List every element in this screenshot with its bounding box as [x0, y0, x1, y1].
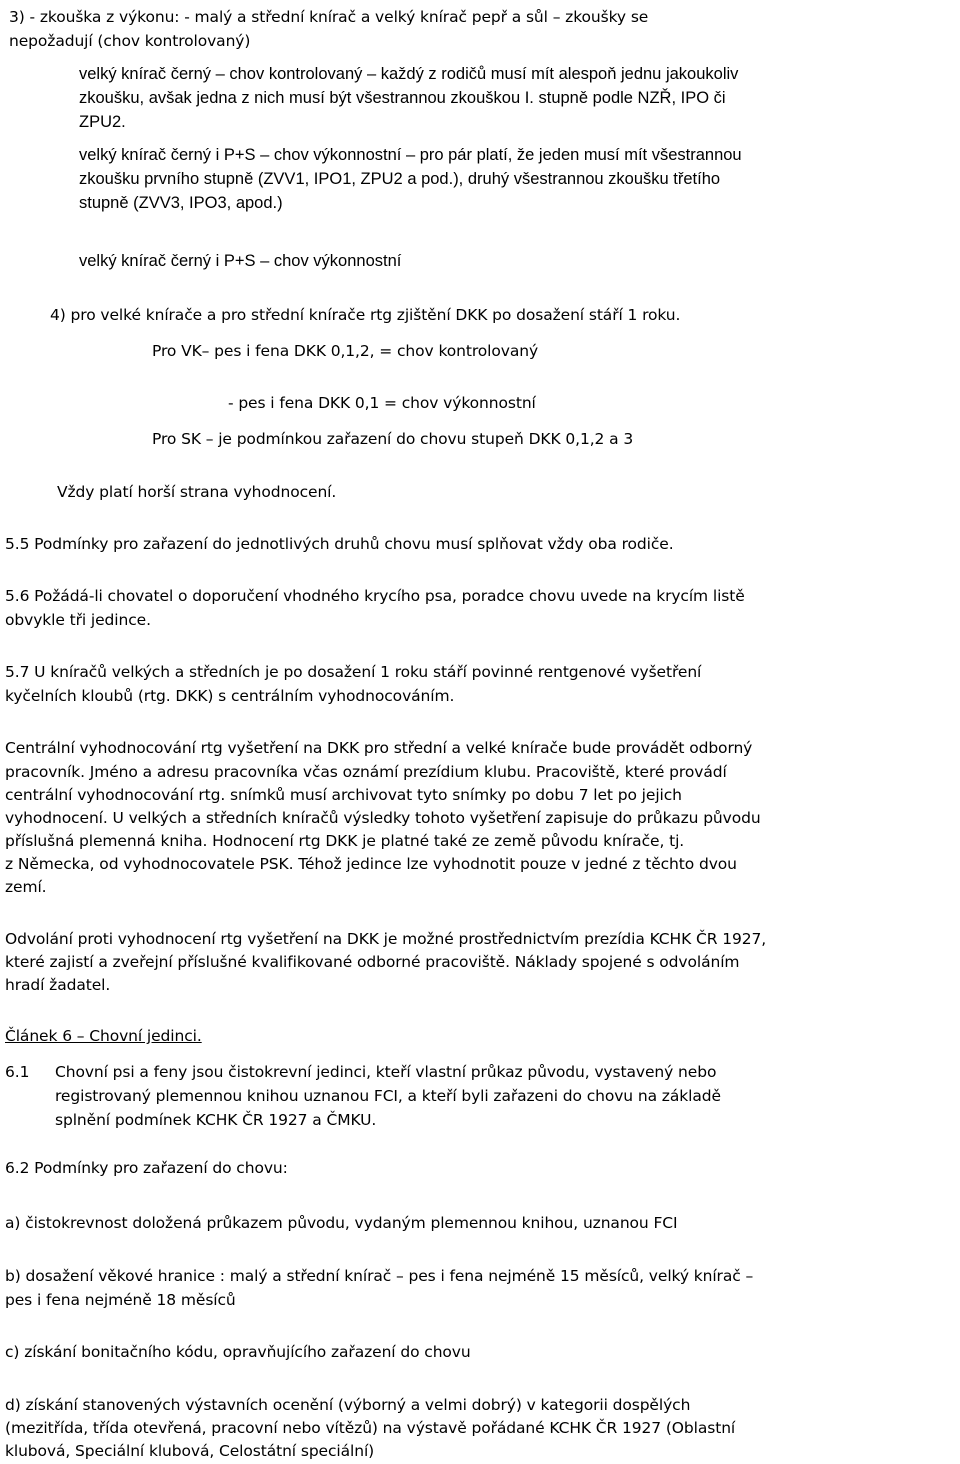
central-line4: vyhodnocení. U velkých a středních kníračů výsledky tohoto vyšetření zapisuje do průkazu původu: [5, 809, 761, 827]
section3-line1: 3) - zkouška z výkonu: - malý a střední knírač a velký knírač pepř a sůl – zkoušky se: [9, 8, 649, 26]
condition-a: a) čistokrevnost doložená průkazem původu, vydaným plemennou knihou, uznanou FCI: [5, 1214, 678, 1232]
black-performance-line2: zkoušku prvního stupně (ZVV1, IPO1, ZPU2 a pod.), druhý všestrannou zkoušku třetího: [79, 170, 721, 188]
black-performance-line3: stupně (ZVV3, IPO3, apod.): [79, 194, 283, 212]
central-line2: pracovník. Jméno a adresu pracovníka včas oznámí prezídium klubu. Pracoviště, které provádí: [5, 763, 727, 781]
paragraph-5-7-line1: 5.7 U kníračů velkých a středních je po dosažení 1 roku stáří povinné rentgenové vyšetření: [5, 663, 702, 681]
paragraph-6-2: 6.2 Podmínky pro zařazení do chovu:: [5, 1159, 288, 1177]
vk-performance: - pes i fena DKK 0,1 = chov výkonnostní: [228, 394, 536, 412]
central-line6: z Německa, od vyhodnocovatele PSK. Téhož jedince lze vyhodnotit pouze v jedné z těchto dvou: [5, 855, 737, 873]
appeal-line1: Odvolání proti vyhodnocení rtg vyšetření na DKK je možné prostřednictvím prezídia KCHK ČR 1927,: [5, 930, 767, 948]
appeal-line2: které zajistí a zveřejní příslušné kvalifikované odborné pracoviště. Náklady spojené s odvoláním: [5, 953, 740, 971]
sk-condition: Pro SK – je podmínkou zařazení do chovu stupeň DKK 0,1,2 a 3: [152, 430, 634, 448]
paragraph-6-1-number: 6.1: [5, 1063, 30, 1081]
paragraph-5-7-line2: kyčelních kloubů (rtg. DKK) s centrálním vyhodnocováním.: [5, 687, 455, 705]
condition-d-line1: d) získání stanovených výstavních ocenění (výborný a velmi dobrý) v kategorii dospělých: [5, 1396, 691, 1414]
condition-d-line3: klubová, Speciální klubová, Celostátní speciální): [5, 1442, 375, 1460]
paragraph-6-1-line3: splnění podmínek KCHK ČR 1927 a ČMKU.: [55, 1111, 377, 1129]
article6-heading: Článek 6 – Chovní jedinci.: [5, 1027, 202, 1045]
condition-b-line2: pes i fena nejméně 18 měsíců: [5, 1291, 236, 1309]
paragraph-6-1-line1: Chovní psi a feny jsou čistokrevní jedinci, kteří vlastní průkaz původu, vystavený nebo: [55, 1063, 717, 1081]
paragraph-6-1-line2: registrovaný plemennou knihou uznanou FCI, a kteří byli zařazeni do chovu na základě: [55, 1087, 721, 1105]
paragraph-5-6-line1: 5.6 Požádá-li chovatel o doporučení vhodného krycího psa, poradce chovu uvede na krycím listě: [5, 587, 745, 605]
worse-side-note: Vždy platí horší strana vyhodnocení.: [57, 483, 337, 501]
black-controlled-line1: velký knírač černý – chov kontrolovaný – každý z rodičů musí mít alespoň jednu jakoukoliv: [79, 65, 739, 83]
appeal-line3: hradí žadatel.: [5, 976, 111, 994]
condition-b-line1: b) dosažení věkové hranice : malý a střední knírač – pes i fena nejméně 15 měsíců, velký knírač –: [5, 1267, 754, 1285]
central-line7: zemí.: [5, 878, 47, 896]
black-controlled-line3: ZPU2.: [79, 113, 126, 131]
condition-c: c) získání bonitačního kódu, opravňujícího zařazení do chovu: [5, 1343, 471, 1361]
central-line1: Centrální vyhodnocování rtg vyšetření na DKK pro střední a velké knírače bude provádět odborný: [5, 739, 753, 757]
vk-controlled: Pro VK– pes i fena DKK 0,1,2, = chov kontrolovaný: [152, 342, 539, 360]
section4-line1: 4) pro velké knírače a pro střední knírače rtg zjištění DKK po dosažení stáří 1 roku.: [50, 306, 681, 324]
central-line3: centrální vyhodnocování rtg. snímků musí archivovat tyto snímky po dobu 7 let po jejich: [5, 786, 682, 804]
black-performance-line1: velký knírač černý i P+S – chov výkonnostní – pro pár platí, že jeden musí mít všestrannou: [79, 146, 742, 164]
black-performance-heading: velký knírač černý i P+S – chov výkonnostní: [79, 252, 402, 270]
paragraph-5-6-line2: obvykle tři jedince.: [5, 611, 151, 629]
black-controlled-line2: zkoušku, avšak jedna z nich musí být všestrannou zkouškou I. stupně podle NZŘ, IPO či: [79, 89, 726, 107]
section3-line2: nepožadují (chov kontrolovaný): [9, 32, 251, 50]
central-line5: příslušná plemenná kniha. Hodnocení rtg DKK je platné také ze země původu knírače, tj.: [5, 832, 685, 850]
paragraph-5-5: 5.5 Podmínky pro zařazení do jednotlivých druhů chovu musí splňovat vždy oba rodiče.: [5, 535, 674, 553]
condition-d-line2: (mezitřída, třída otevřená, pracovní nebo vítězů) na výstavě pořádané KCHK ČR 1927 (Oblastní: [5, 1419, 736, 1437]
